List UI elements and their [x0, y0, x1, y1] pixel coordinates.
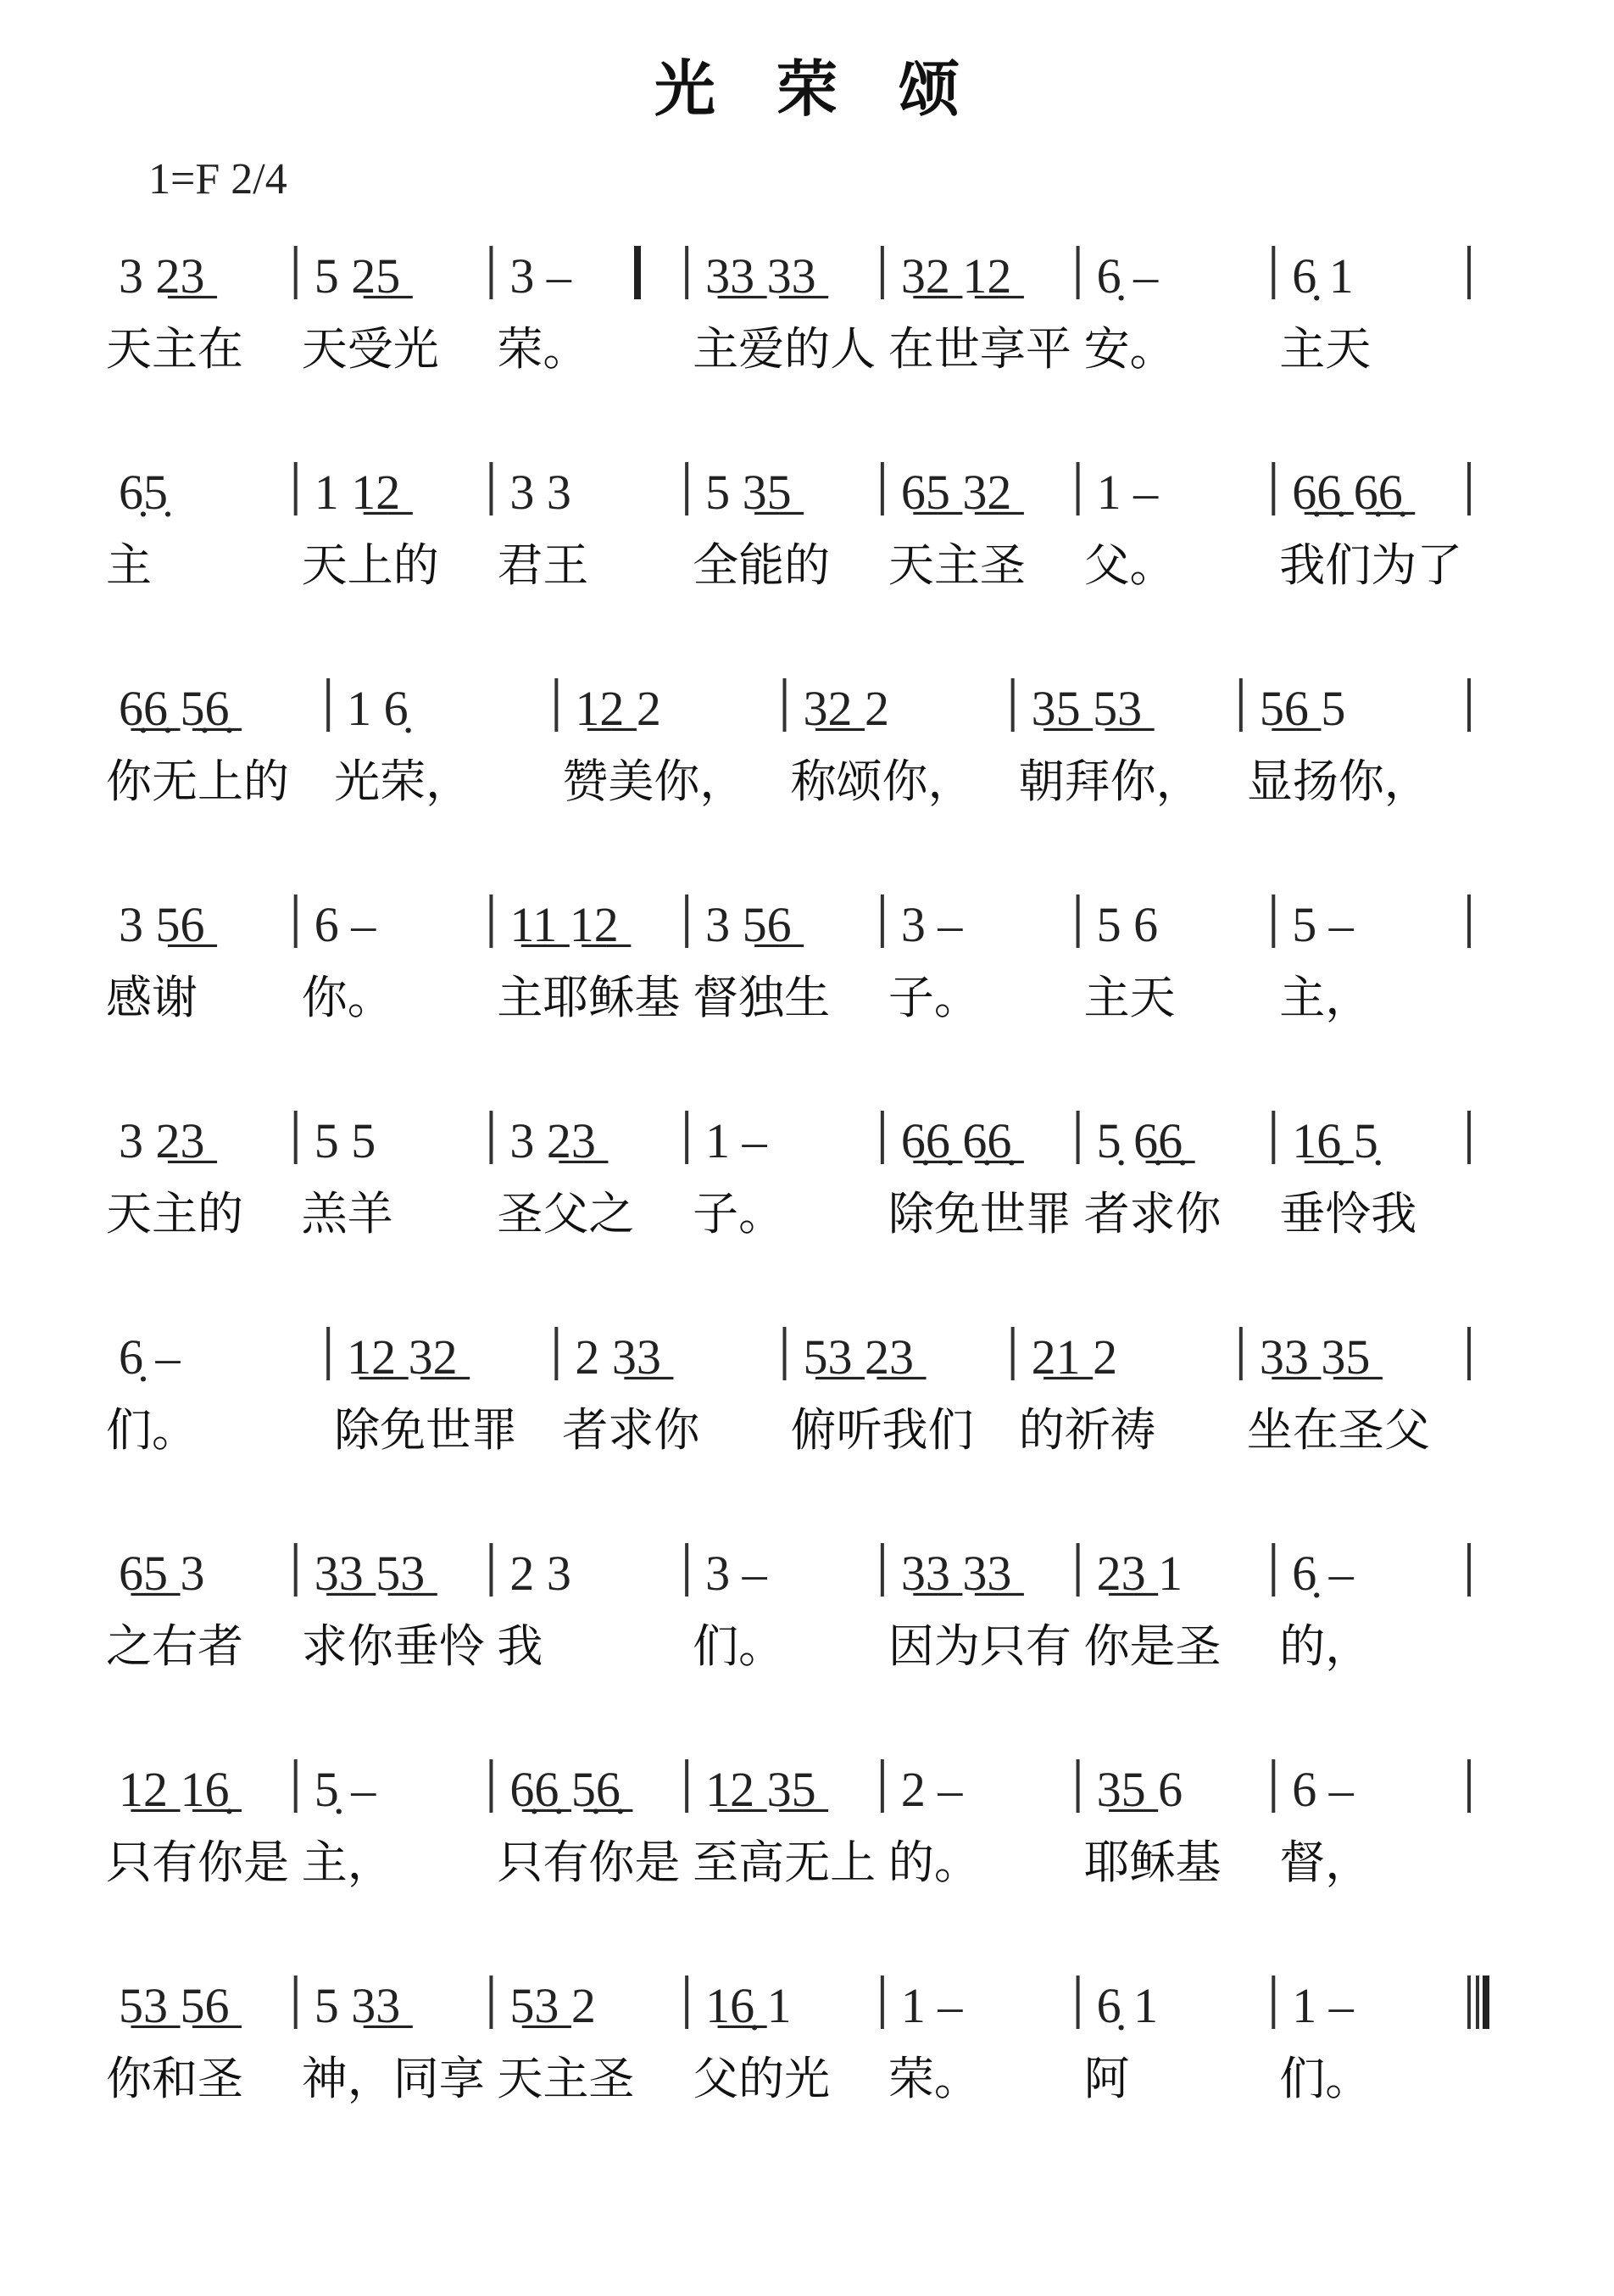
measure-notes: 2̲1̲ 2 — [1031, 1329, 1118, 1385]
measure-notes: 6̲5̲ 3̲2̲ — [900, 465, 1012, 520]
measure-notes: 5̣ – — [314, 1762, 376, 1817]
measure-notes: 3̲2̲ 1̲2̲ — [900, 248, 1012, 304]
measure-notes: 5 2̲5̲ — [314, 248, 401, 304]
lyric-segment: 除免世罪 — [888, 1187, 1071, 1240]
lyric-segment: 天主圣 — [497, 2052, 635, 2105]
lyric-segment: 主， — [301, 1836, 393, 1889]
measure-notes: 5 3̲3̲ — [314, 1978, 401, 2033]
lyric-segment: 神，同享 — [301, 2052, 485, 2105]
lyric-segment: 者求你 — [562, 1403, 700, 1457]
lyric-segment: 的。 — [888, 1836, 980, 1889]
measure-notes: 1̲2̲ 3̲2̲ — [347, 1329, 458, 1385]
system-5 — [106, 1111, 1469, 1240]
lyric-segment: 天主在 — [106, 322, 243, 376]
lyric-segment: 们。 — [693, 1619, 785, 1673]
lyric-segment: 在世享平 — [888, 322, 1071, 376]
measure-notes: 6̣̲6̣̲ 5̣̲6̣̲ — [509, 1762, 621, 1817]
lyric-segment: 们。 — [106, 1403, 198, 1457]
measure-notes: 3 – — [705, 1546, 767, 1601]
measure-notes: 2 3 — [509, 1546, 571, 1601]
lyric-segment: 羔羊 — [301, 1187, 393, 1240]
measure-notes: 6̣̲6̣̲ 6̣̲6̣̲ — [900, 1113, 1012, 1168]
lyric-segment: 荣。 — [497, 322, 589, 376]
lyric-segment: 的祈祷 — [1018, 1403, 1156, 1457]
measure-notes: 3 5̲6̲ — [705, 897, 792, 952]
measure-notes: 6 – — [314, 897, 376, 952]
lyric-segment: 赞美你， — [562, 755, 746, 808]
section-barline — [634, 246, 641, 299]
lyric-segment: 主， — [1279, 971, 1372, 1024]
measure-notes: 5̣ 6̣̲6̣̲ — [1096, 1113, 1183, 1168]
lyric-segment: 阿 — [1083, 2052, 1130, 2105]
measure-notes: 5̲6̲ 5 — [1259, 681, 1346, 736]
lyric-segment: 显扬你， — [1246, 755, 1430, 808]
lyric-segment: 你和圣 — [106, 2052, 243, 2105]
lyric-segment: 父的光 — [693, 2052, 831, 2105]
measure-notes: 3̲3̲ 5̲3̲ — [314, 1546, 426, 1601]
measure-notes: 1̲2̲ 2 — [575, 681, 661, 736]
lyric-segment: 子。 — [693, 1187, 785, 1240]
system-3 — [106, 678, 1469, 808]
measure-notes: 1 – — [1292, 1978, 1354, 2033]
lyric-segment: 只有你是 — [497, 1836, 681, 1889]
lyric-segment: 你是圣 — [1083, 1619, 1222, 1673]
measure-notes: 1 1̲2̲ — [314, 465, 401, 520]
lyric-segment: 称颂你， — [790, 755, 974, 808]
system-7 — [106, 1543, 1469, 1673]
lyric-segment: 圣父之 — [497, 1187, 635, 1240]
measure-notes: 1 – — [900, 1978, 963, 2033]
measure-notes: 6̣ – — [119, 1329, 181, 1385]
lyric-segment: 天主的 — [106, 1187, 243, 1240]
measure-notes: 1 – — [1096, 465, 1159, 520]
measure-notes: 3̲5̲ 5̲3̲ — [1031, 681, 1143, 736]
lyric-segment: 者求你 — [1083, 1187, 1222, 1240]
lyric-segment: 只有你是 — [106, 1836, 289, 1889]
measure-notes: 3̲5̲ 6 — [1096, 1762, 1183, 1817]
measure-notes: 3̲2̲ 2 — [803, 681, 889, 736]
lyric-segment: 求你垂怜 — [301, 1619, 485, 1673]
measure-notes: 1 6̣ — [347, 681, 409, 736]
lyric-segment: 朝拜你， — [1018, 755, 1202, 808]
lyric-segment: 之右者 — [106, 1619, 243, 1673]
lyric-segment: 坐在圣父 — [1246, 1403, 1430, 1457]
measure-notes: 3 5̲6̲ — [119, 897, 205, 952]
measure-notes: 6̣ 1 — [1292, 248, 1354, 304]
lyric-segment: 你无上的 — [106, 755, 289, 808]
measure-notes: 3 – — [900, 897, 963, 952]
lyric-segment: 我 — [497, 1619, 543, 1673]
measure-notes: 3 2̲3̲ — [119, 248, 205, 304]
lyric-segment: 主天 — [1279, 322, 1372, 376]
lyric-segment: 督， — [1279, 1836, 1372, 1889]
lyric-segment: 的， — [1279, 1619, 1372, 1673]
lyric-segment: 天主圣 — [888, 538, 1026, 592]
key-signature: 1=F 2/4 — [148, 155, 287, 203]
lyric-segment: 至高无上 — [693, 1836, 877, 1889]
measure-notes: 2 – — [900, 1762, 963, 1817]
measure-notes: 6̣ – — [1292, 1546, 1354, 1601]
lyric-segment: 耶稣基 — [1083, 1836, 1222, 1889]
lyric-segment: 主爱的人 — [693, 322, 877, 376]
lyric-segment: 天受光 — [301, 322, 439, 376]
measure-notes: 1̲2̲ 3̲5̲ — [705, 1762, 816, 1817]
lyric-segment: 全能的 — [693, 538, 831, 592]
measure-notes: 6̣̲6̣̲ 5̣̲6̣̲ — [119, 681, 230, 736]
measure-notes: 6̣̲6̣̲ 6̣̲6̣̲ — [1292, 465, 1403, 520]
system-4 — [106, 894, 1469, 1024]
measure-notes: 6 – — [1292, 1762, 1354, 1817]
measure-notes: 2̲3̲ 1 — [1096, 1546, 1183, 1601]
lyric-segment: 垂怜我 — [1279, 1187, 1417, 1240]
measure-notes: 5̲3̲ 2̲3̲ — [803, 1329, 914, 1385]
lyric-segment: 主 — [106, 538, 152, 592]
measure-notes: 6̣ – — [1096, 248, 1159, 304]
lyric-segment: 天上的 — [301, 538, 439, 592]
lyric-segment: 主天 — [1083, 971, 1176, 1024]
lyric-segment: 我们为了 — [1279, 538, 1463, 592]
measure-notes: 5 – — [1292, 897, 1354, 952]
measure-notes: 3 2̲3̲ — [509, 1113, 596, 1168]
measure-notes: 1 – — [705, 1113, 767, 1168]
lyric-segment: 主耶稣基 — [497, 971, 681, 1024]
lyric-segment: 你。 — [301, 971, 393, 1024]
lyric-segment: 除免世罪 — [334, 1403, 518, 1457]
measure-notes: 5̲3̲ 5̲6̲ — [119, 1978, 230, 2033]
lyric-segment: 俯听我们 — [790, 1403, 974, 1457]
system-9 — [106, 1976, 1489, 2105]
lyric-segment: 督独生 — [693, 971, 831, 1024]
measure-notes: 1̲1̲ 1̲2̲ — [509, 897, 619, 952]
measure-notes: 3̲3̲ 3̲3̲ — [900, 1546, 1012, 1601]
system-6 — [106, 1327, 1469, 1457]
measure-notes: 2 3̲3̲ — [575, 1329, 661, 1385]
measure-notes: 1̲2̲ 1̲6̣̲ — [119, 1762, 230, 1817]
lyric-segment: 光荣， — [334, 755, 472, 808]
measure-notes: 5 6 — [1096, 897, 1159, 952]
lyric-segment: 们。 — [1279, 2052, 1372, 2105]
lyric-segment: 子。 — [888, 971, 980, 1024]
measure-notes: 6̲5̲ 3 — [119, 1546, 205, 1601]
song-title: 光 荣 颂 — [654, 53, 960, 125]
system-2 — [106, 462, 1469, 592]
final-barline-thick — [1483, 1976, 1489, 2029]
measure-notes: 5 5 — [314, 1113, 376, 1168]
score-systems — [106, 246, 1489, 2105]
measure-notes: 3̲3̲ 3̲5̲ — [1259, 1329, 1371, 1385]
measure-notes: 3 3 — [509, 465, 571, 520]
measure-notes: 6̣5̣ — [119, 465, 168, 520]
lyric-segment: 安。 — [1083, 322, 1176, 376]
measure-notes: 3 2̲3̲ — [119, 1113, 205, 1168]
system-8 — [106, 1759, 1469, 1889]
measure-notes: 1̲6̣̲ 5̣ — [1292, 1113, 1378, 1168]
measure-notes: 5̲3̲ 2 — [509, 1978, 596, 2033]
measure-notes: 3 – — [509, 248, 571, 304]
lyric-segment: 因为只有 — [888, 1619, 1071, 1673]
lyric-segment: 荣。 — [888, 2052, 980, 2105]
lyric-segment: 感谢 — [106, 971, 198, 1024]
measure-notes: 3̲3̲ 3̲3̲ — [705, 248, 816, 304]
measure-notes: 6̣ 1 — [1096, 1978, 1159, 2033]
system-1 — [106, 246, 1469, 376]
measure-notes: 5 3̲5̲ — [705, 465, 792, 520]
measure-notes: 1̲6̣̲ 1 — [705, 1978, 792, 2033]
lyric-segment: 君王 — [497, 538, 589, 592]
lyric-segment: 父。 — [1083, 538, 1176, 592]
